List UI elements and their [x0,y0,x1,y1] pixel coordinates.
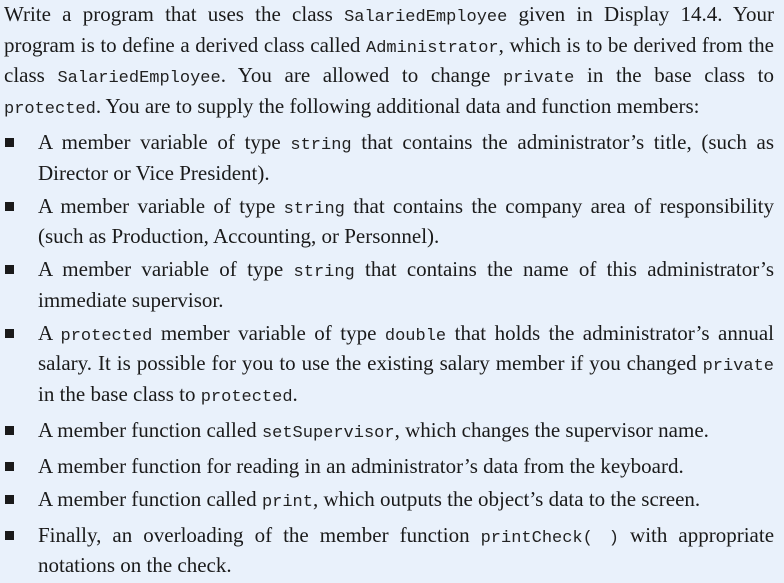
item-code: protected [200,387,293,407]
intro-text-5: in the base class to [574,63,774,87]
intro-code-salaried-employee-2: SalariedEmployee [57,69,221,88]
item-text: Finally, an overloading of the member function [38,522,481,547]
list-item-salary [4,320,774,412]
intro-text-2: given in Display 14.4. Your program is to define a derived class called [4,2,774,57]
exercise-intro [4,1,774,123]
item-text: member variable of type [152,320,385,345]
intro-code-private: private [502,69,575,88]
requirements-list [4,129,774,580]
item-code: private [702,357,774,376]
item-code: print [261,492,313,512]
intro-text-1: Write a program that uses the class [4,2,345,26]
item-text: , which changes the supervisor name. [394,417,709,442]
item-text: A member variable of type [38,193,284,218]
intro-text-3: , which is to be derived from the class [4,32,774,87]
list-item-print-check [4,522,774,580]
item-text: that contains the administrator’s title, (such as Director or Vice President). [38,130,774,185]
item-text: with appropriate notations on the check. [38,522,775,577]
item-text: , which outputs the object’s data to the screen. [312,486,701,511]
bullet-square-icon [5,426,14,435]
bullet-square-icon [5,495,14,504]
item-text: . [292,381,298,406]
item-text: A member function called [38,486,262,511]
bullet-square-icon [5,531,14,540]
item-code: string [283,199,345,219]
intro-code-administrator: Administrator [366,38,499,58]
item-code: string [293,263,355,282]
intro-code-salaried-employee: SalariedEmployee [344,8,508,27]
item-text: A member variable of type [38,257,294,281]
item-code: double [384,326,447,346]
item-text: A member function called [38,417,262,442]
list-item-area [4,193,774,251]
item-code: printCheck( ) [480,528,620,548]
intro-text-4: . You are allowed to change [220,63,503,87]
list-item-title [4,129,774,187]
item-text: A [38,320,61,345]
bullet-square-icon [5,138,14,147]
item-text: A member function for reading in an administrator’s data from the keyboard. [38,453,684,478]
bullet-square-icon [5,329,14,338]
bullet-square-icon [5,265,14,274]
item-text: A member variable of type [38,130,291,154]
list-item-supervisor [4,256,774,314]
item-text: that contains the company area of responsibility (such as Production, Accounting, or Personnel). [38,193,774,248]
list-item-read-data [4,453,774,481]
list-item-print [4,486,774,517]
item-code: string [290,136,352,155]
intro-code-protected: protected [4,99,96,119]
bullet-square-icon [5,202,14,211]
bullet-square-icon [5,462,14,471]
intro-text-6: . You are to supply the following additional data and function members: [95,93,700,118]
item-code: setSupervisor [261,423,395,443]
item-text: that holds the administrator’s annual salary. It is possible for you to use the existing salary member if you changed [38,320,774,375]
item-text: in the base class to [38,381,201,406]
item-text: that contains the name of this administrator’s immediate supervisor. [38,257,774,312]
list-item-set-supervisor [4,417,774,448]
item-code: protected [60,326,153,346]
